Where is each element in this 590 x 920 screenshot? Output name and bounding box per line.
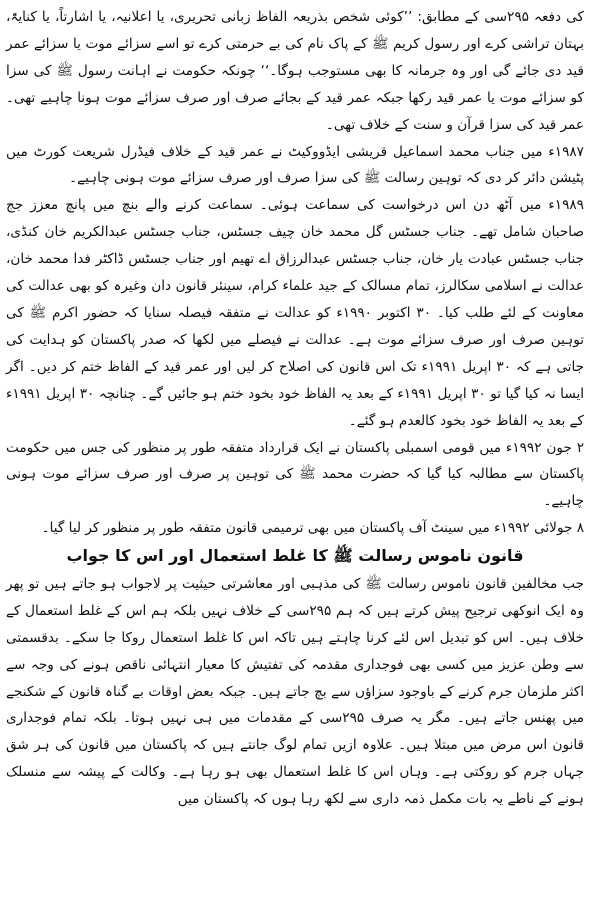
- paragraph-misuse-response: جب مخالفین قانون ناموس رسالت ﷺ کی مذہبی اور معاشرتی حیثیت پر لاجواب ہو جاتے ہیں تو پھر وہ ایک انوکھی ترجیح پیش کرتے ہیں کہ ہم ۲۹۵سی کے خلاف نہیں بلکہ ہم اس کے غلط استعمال کے خلاف ہیں۔ اس کو تبدیل اس لئے کرنا چاہتے ہیں تاکہ اس کا غلط استعمال روکا جا سکے۔ بدقسمتی سے وطن عزیز میں کسی بھی فوجداری مقدمہ کی تفتیش کا معیار انتہائی ناقص ہونے کی وجہ سے اکثر ملزمان جرم کرنے کے باوجود سزاؤں سے بچ جاتے ہیں۔ جبکہ بعض اوقات بے گناہ قانون کے شکنجے میں پھنس جاتے ہیں۔ مگر یہ صرف ۲۹۵سی کے مقدمات میں ہی نہیں ہوتا۔ بلکہ تمام فوجداری قانون اس مرض میں مبتلا ہیں۔ علاوہ ازیں تمام لوگ جانتے ہیں کہ پاکستان میں قانون کی ہر شق جہاں جرم کو روکتی ہے۔ وہاں اس کا غلط استعمال بھی ہو رہا ہے۔ وکالت کے پیشہ سے منسلک ہونے کے ناطے یہ بات مکمل ذمہ داری سے لکھ رہا ہوں کہ پاکستان میں: [6, 575, 584, 808]
- paragraph-1987-petition: ۱۹۸۷ء میں جناب محمد اسماعیل قریشی ایڈووکیٹ نے عمر قید کے خلاف فیڈرل شریعت کورٹ میں پٹیشن دائر کر دی کہ توہین رسالت ﷺ کی سزا صرف اور صرف سزائے موت ہونی چاہیے۔: [6, 143, 584, 187]
- paragraph-1989-hearing: ۱۹۸۹ء میں آٹھ دن اس درخواست کی سماعت ہوئی۔ سماعت کرنے والے بنچ میں پانچ معزز جج صاحبان شامل تھے۔ جناب جسٹس گل محمد خان چیف جسٹس، جناب جسٹس عبدالکریم خان کنڈی، جناب جسٹس عبادت یار خان، جناب جسٹس عبدالرزاق اے تھیم اور جناب جسٹس ڈاکٹر فدا محمد خان، عدالت نے اسلامی سکالرز، تمام مسالک کے جید علماء کرام، سینئر قانون دان وغیرہ کو بھی عدالت کی معاونت کے لئے طلب کیا۔ ۳۰ اکتوبر ۱۹۹۰ء کو عدالت نے متفقہ فیصلہ سنایا کہ حضور اکرم ﷺ کی توہین صرف اور صرف سزائے موت ہے۔ عدالت نے فیصلے میں لکھا کہ صدر پاکستان کو ہدایت کی جاتی ہے کہ ۳۰ اپریل ۱۹۹۱ء تک اس قانون کی اصلاح کر لیں اور عمر قید کے الفاظ ختم کر دیں۔ اگر ایسا نہ کیا گیا تو ۳۰ اپریل ۱۹۹۱ء کے بعد یہ الفاظ خود بخود ختم ہو جائیں گے۔ چنانچہ ۳۰ اپریل ۱۹۹۱ء کے بعد یہ الفاظ خود بخود کالعدم ہو گئے۔: [6, 197, 585, 429]
- paragraph-1992-national-assembly: ۲ جون ۱۹۹۲ء میں قومی اسمبلی پاکستان نے ایک قرارداد متفقہ طور پر منظور کی جس میں حکومت پاکستان سے مطالبہ کیا گیا کہ حضرت محمد ﷺ کی توہین پر صرف اور صرف سزائے موت ہونی چاہیے۔: [6, 439, 584, 510]
- section-heading: قانون ناموس رسالت ﷺ کا غلط استعمال اور اس کا جواب: [66, 546, 524, 566]
- paragraph-1992-senate: ۸ جولائی ۱۹۹۲ء میں سینٹ آف پاکستان میں بھی ترمیمی قانون متفقہ طور پر منظور کر لیا گیا۔: [41, 520, 584, 537]
- paragraph-section-295c: کی دفعہ ۲۹۵سی کے مطابق: ’’کوئی شخص بذریعہ الفاظ زبانی تحریری، یا اعلانیہ، یا اشارتاً، یا کنایۃً، بہتان تراشی کرے اور رسول کریم ﷺ کے پاک نام کی بے حرمتی کرے تو اسے سزائے موت یا سزائے عمر قید دی جائے گی اور وہ جرمانہ کا بھی مستوجب ہوگا۔‘‘ چونکہ حکومت نے اہانت رسول ﷺ کی سزا کو سزائے موت یا عمر قید رکھا جبکہ عمر قید کے بجائے صرف اور صرف سزائے موت ہونا چاہیے تھی۔ عمر قید کی سزا قرآن و سنت کے خلاف تھی۔: [6, 9, 584, 133]
